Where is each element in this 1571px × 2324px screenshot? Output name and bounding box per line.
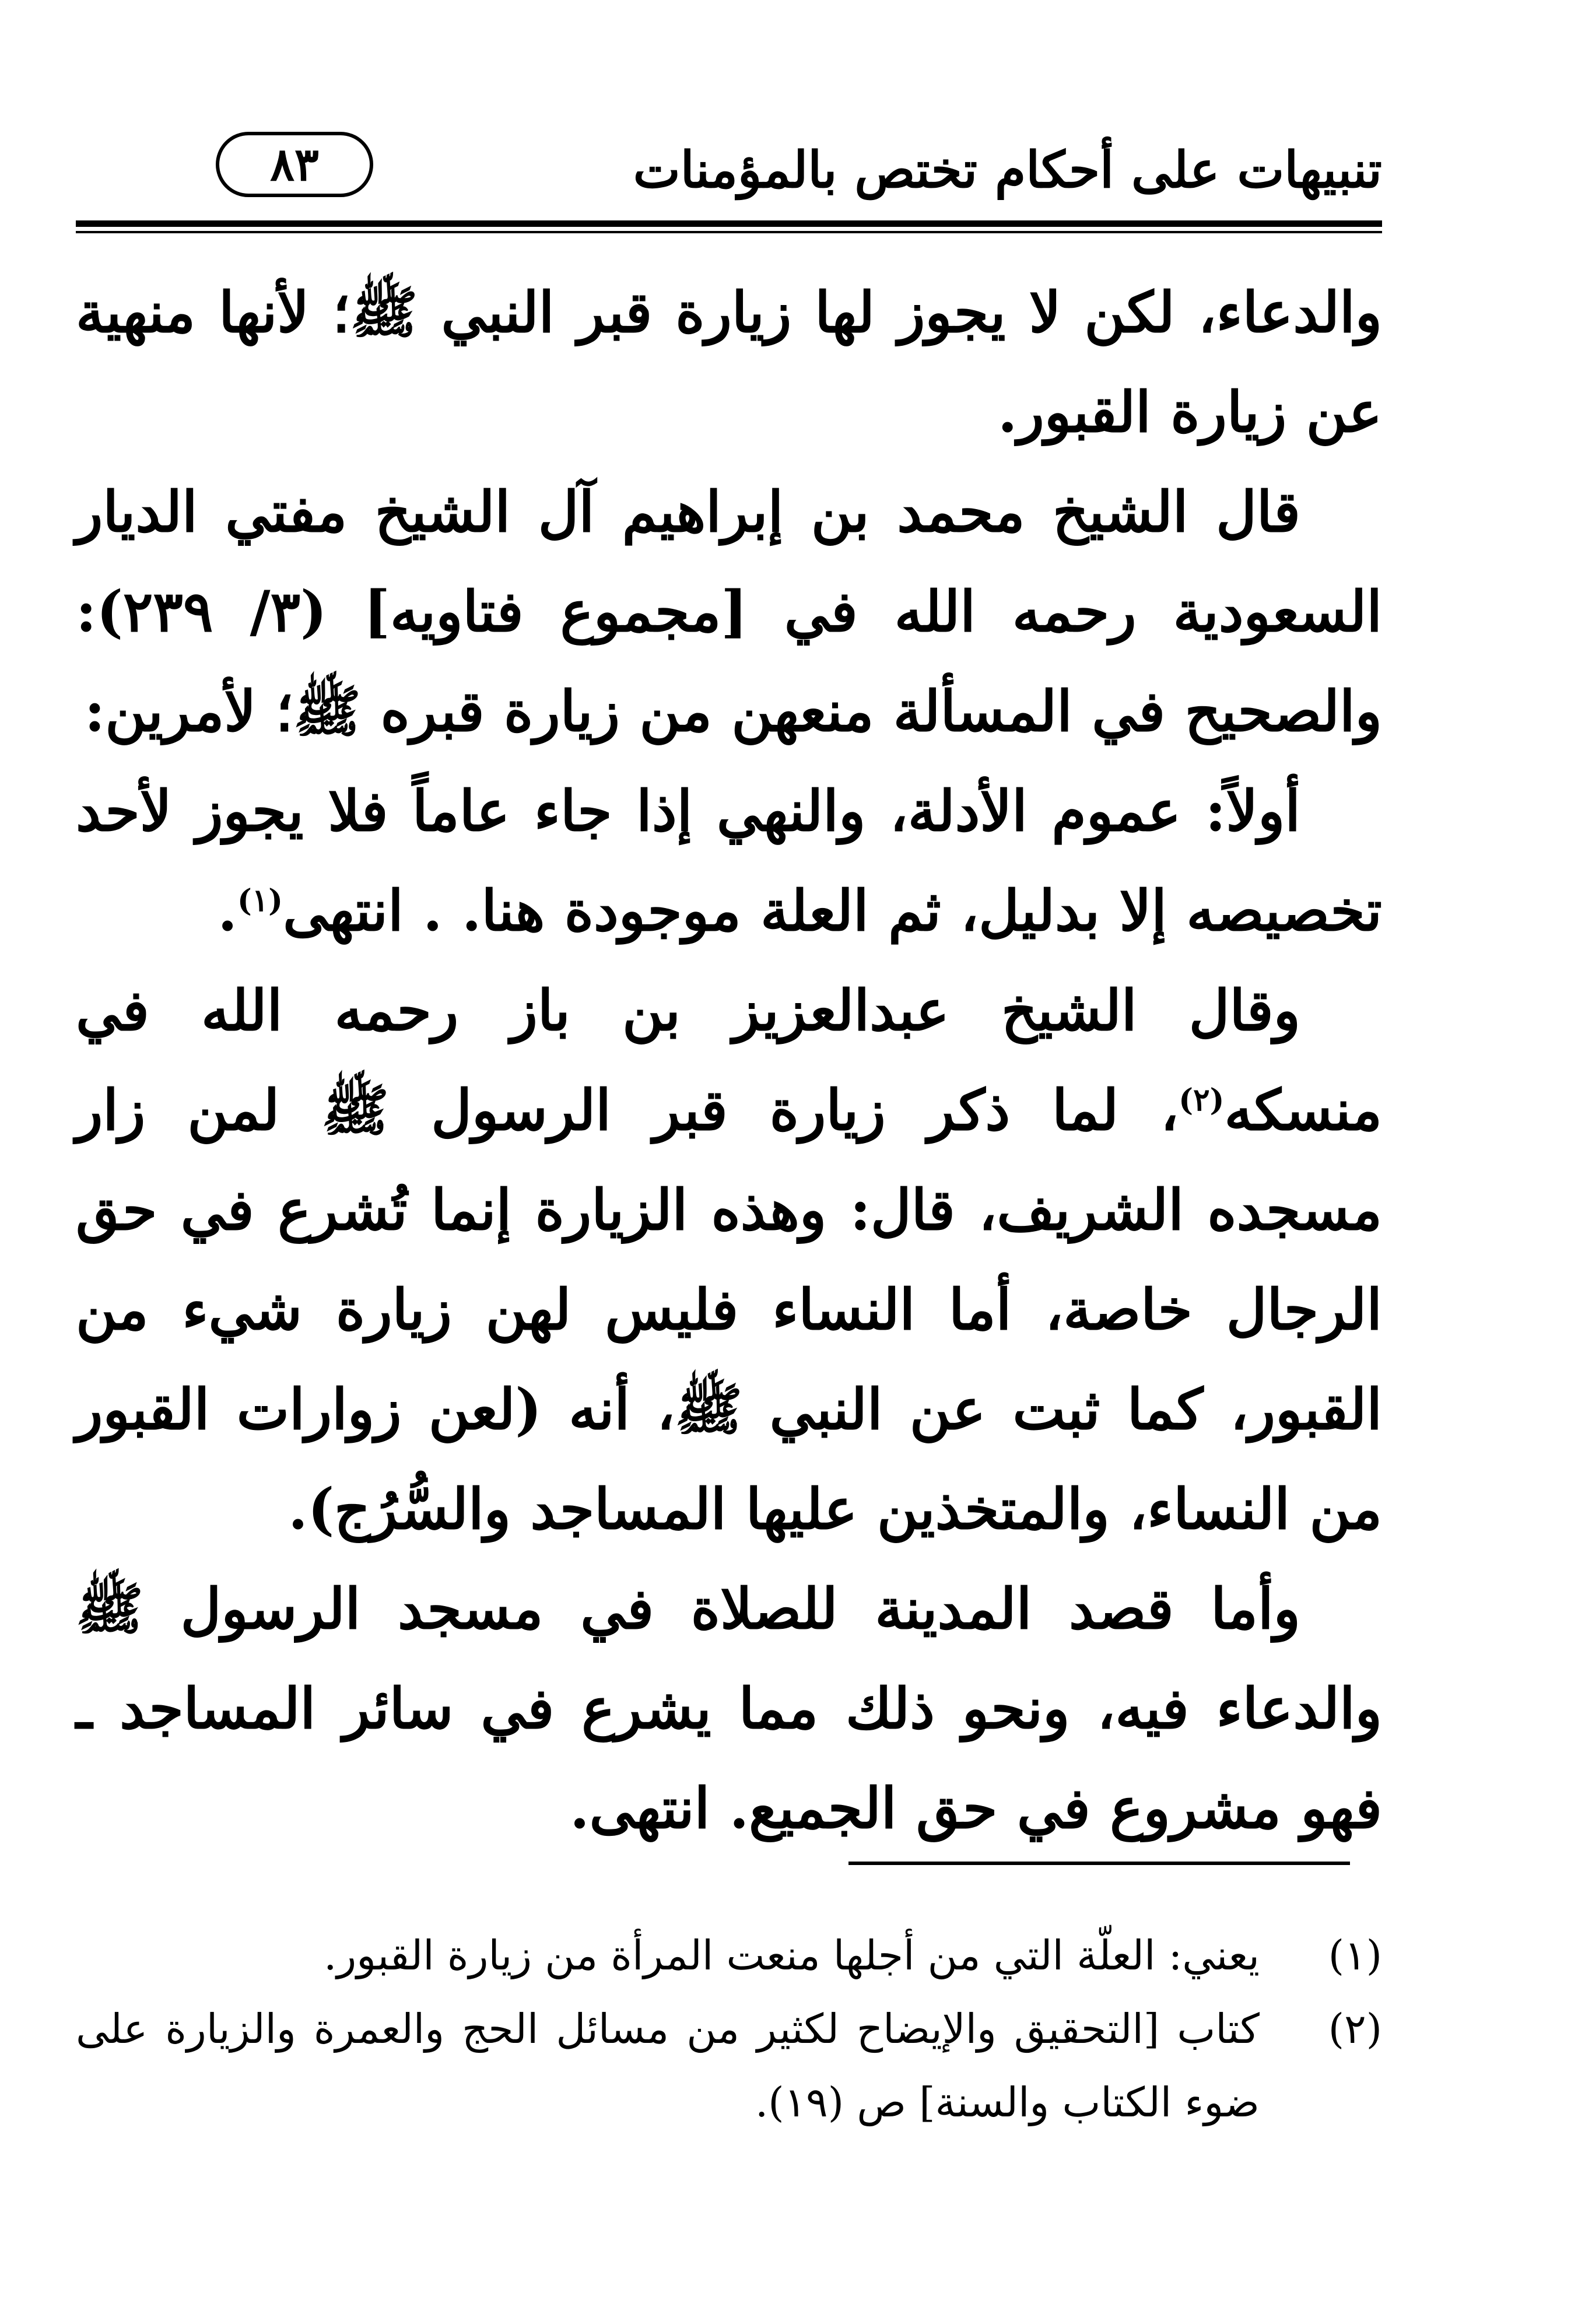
footnote-ref-2: (٢) [1179, 1082, 1225, 1118]
footnote-separator [848, 1862, 1350, 1865]
paragraph-3-end: . [218, 878, 237, 944]
footnote-number: (١) [1328, 1932, 1382, 1979]
paragraph-5: وأما قصد المدينة للصلاة في مسجد الرسول ﷺ والدعاء فيه، ونحو ذلك مما يشرع في سائر المساجد ـ فهو مشروع في حق الجميع. انتهى. [76, 1576, 1382, 1841]
paragraph-3-text: أولاً: عموم الأدلة، والنهي إذا جاء عاماً فلا يجوز لأحد تخصيصه إلا بدليل، ثم العلة موجودة هنا. . انتهى [76, 778, 1382, 944]
footnote-number: (٢) [1328, 2005, 1382, 2053]
footnote-1 [76, 1919, 1382, 1992]
paragraph-4 [76, 961, 1382, 1559]
footnote-text: كتاب [التحقيق والإيضاح لكثير من مسائل الحج والعمرة والزيارة على ضوء الكتاب والسنة] ص (١٩). [76, 2005, 1260, 2126]
main-text [76, 262, 1382, 1858]
footnote-text: يعني: العلّة التي من أجلها منعت المرأة من زيارة القبور. [324, 1932, 1260, 1979]
paragraph-3 [76, 761, 1382, 961]
footnote-2 [76, 1992, 1382, 2139]
paragraph-2: قال الشيخ محمد بن إبراهيم آل الشيخ مفتي الديار السعودية رحمه الله في [مجموع فتاويه] (٣/ ٢٣٩): والصحيح في المسألة منعهن من زيارة قبره ﷺ؛ لأمرين: [76, 479, 1383, 744]
paragraph-4-start: وقال الشيخ عبدالعزيز بن باز رحمه الله في منسكه [76, 977, 1382, 1143]
running-title: تنبيهات على أحكام تختص بالمؤمنات [633, 141, 1382, 199]
header-rule-thick [76, 220, 1382, 227]
paragraph-1: والدعاء، لكن لا يجوز لها زيارة قبر النبي ﷺ؛ لأنها منهية عن زيارة القبور. [76, 279, 1382, 445]
paragraph-4-rest: ، لما ذكر زيارة قبر الرسول ﷺ لمن زار مسجده الشريف، قال: وهذه الزيارة إنما تُشرع في حق الرجال خاصة، أما النساء فليس لهن زيارة شيء من القبور، كما ثبت عن النبي ﷺ، أنه (لعن زوارات القبور من النساء، والمتخذين عليها المساجد والسُّرُج). [76, 1077, 1382, 1542]
header-rule-thin [76, 231, 1382, 233]
page-number: ٨٣ [216, 132, 373, 197]
footnote-ref-1: (١) [237, 882, 283, 919]
page-header [76, 117, 1382, 222]
footnotes [76, 1919, 1382, 2139]
